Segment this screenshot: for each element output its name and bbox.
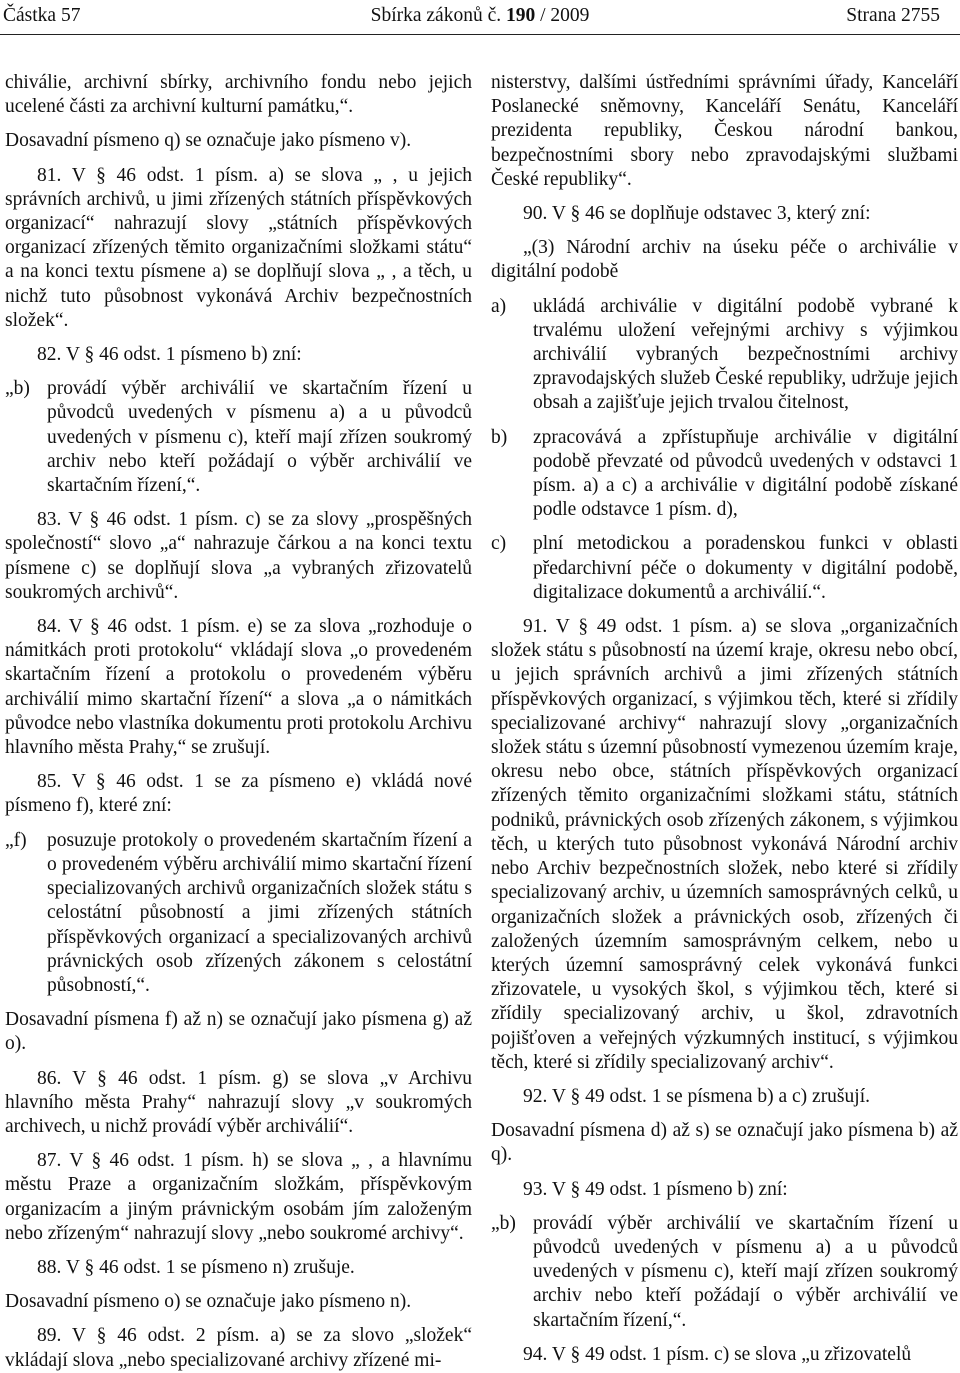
- list-item: [491, 295, 958, 416]
- paragraph: Dosavadní písmena f) až n) se označují jako písmena g) až o).: [5, 1009, 472, 1055]
- list-item-label: c): [491, 533, 507, 555]
- list-item-label: „b): [491, 1212, 516, 1234]
- right-column: [491, 71, 958, 1365]
- collection-name: Sbírka zákonů č.: [370, 5, 502, 26]
- paragraph: 84. V § 46 odst. 1 písm. e) se za slova „rozhoduje o námitkách proti protokolu“ vkládají slova „o provedeném skartačním řízení a protokolu o provedeném výběru archiválií mimo skartační řízení“ a slova „a o námitkách původce nebo vlastníka dokumentu proti protokolu Archivu hlavního města Prahy,“ se zrušují.: [5, 616, 472, 759]
- paragraph: 94. V § 49 odst. 1 písm. c) se slova „u zřizovatelů: [523, 1343, 912, 1365]
- list-item-label: „b): [5, 378, 30, 400]
- paragraph: Dosavadní písmena d) až s) se označují jako písmena b) až q).: [491, 1120, 958, 1166]
- act-number: 190: [505, 5, 536, 26]
- list-item-text: ukládá archiválie v digitální podobě vybrané k trvalému uložení veřejnými archivy s výjimkou archiválií vybraných bezpečnostními archivy zpravodajských služeb České republiky, udržuje jejich obsah a zajišťuje jejich trvalou čitelnost,: [533, 295, 958, 414]
- header-divider: [0, 34, 960, 35]
- paragraph: 85. V § 46 odst. 1 se za písmeno e) vkládá nové písmeno f), které zní:: [5, 771, 472, 817]
- list-item-text: posuzuje protokoly o provedeném skartačním řízení a o provedeném výběru archiválií mimo skartační řízení specializovaných archivů organizačních složek státu s celostátní působností a jimi zřízených státních příspěvkových organizací a specializovaných archivů právnických osob zřízených zákonem s celostátní působností,“.: [47, 829, 472, 996]
- left-column: [5, 71, 472, 1371]
- list-item: [5, 829, 472, 998]
- list-item-text: plní metodickou a poradenskou funkci v oblasti předarchivní péče o dokumenty v digitální podobě, digitalizace dokumentů a archiválií.“.: [533, 533, 958, 603]
- paragraph: 89. V § 46 odst. 2 písm. a) se za slovo „složek“ vkládají slova „nebo specializované archivy zřízené mi-: [5, 1325, 472, 1371]
- list-item-text: provádí výběr archiválií ve skartačním řízení u původců uvedených v písmenu a) a u původců uvedených v písmenu c), kteří mají zřízen soukromý archiv nebo kteří požádají o výběr archiválií ve skartačním řízení,“.: [533, 1212, 958, 1331]
- page-number: Strana 2755: [846, 5, 940, 26]
- paragraph: 91. V § 49 odst. 1 písm. a) se slova „organizačních složek státu s působností na území kraje, okresu nebo obcí, u jejich správních archivů a jimi zřízených státních příspěvkových organizací, s výjimkou těch, které si zřídily specializované archivy“ nahrazují slovy „organizačních složek státu s územní působností vymezenou územím kraje, okresu nebo obce, státních příspěvkových organizací zřízených těmito organizačními složkami státu, státních podniků, právnických osob zřízených zákonem, s výjimkou těch, u kterých tuto působnost vykonává Národní archiv nebo Archiv bezpečnostních složek, nebo které si zřídily specializovaný archiv, u územních samosprávných celků, u organizačních složek a právnických osob, zřízených či založených územním samosprávným celkem, nebo u kterých územní samosprávný celek vykonává funkci zřizovatele, u vysokých škol, s výjimkou těch, které si zřídily specializovaný archiv, u škol, zdravotních pojišťoven a veřejných výzkumných institucí, s výjimkou těch, které si zřídily specializovaný archiv“.: [491, 616, 958, 1073]
- issue-number: Částka 57: [3, 5, 81, 26]
- list-item: [491, 532, 958, 605]
- paragraph: nisterstvy, dalšími ústředními správními úřady, Kanceláří Poslanecké sněmovny, Kanceláří Senátu, Kanceláří prezidenta republiky, Českou národní bankou, bezpečnostními sbory nebo zpravodajskými službami České republiky“.: [491, 72, 958, 190]
- paragraph: Dosavadní písmeno o) se označuje jako písmeno n).: [5, 1291, 412, 1313]
- paragraph: 81. V § 46 odst. 1 písm. a) se slova „ , u jejich správních archivů, u jimi zřízených státních příspěvkových organizací“ nahrazují slovy „státních příspěvkových organizací zřízených těmito organizačními složkami státu“ a na konci textu písmene a) se doplňují slova „ , a těch, u nichž tuto působnost vykonává Archiv bezpečnostních složek“.: [5, 164, 472, 331]
- page-header: [0, 0, 960, 40]
- paragraph: 87. V § 46 odst. 1 písm. h) se slova „ , a hlavnímu městu Praze a organizačním složkám, příspěvkovým organizacím a jiným právnickým osobám jím založeným nebo zřízeným“ nahrazují slovy „nebo soukromé archivy“.: [5, 1150, 472, 1244]
- paragraph: 92. V § 49 odst. 1 se písmena b) a c) zrušují.: [523, 1085, 870, 1107]
- paragraph: 86. V § 46 odst. 1 písm. g) se slova „v Archivu hlavního města Prahy“ nahrazují slovy „v soukromých archivech, u nichž provádí výběr archiválií“.: [5, 1067, 472, 1137]
- act-year: / 2009: [540, 5, 590, 26]
- paragraph: Dosavadní písmeno q) se označuje jako písmeno v).: [5, 130, 412, 152]
- paragraph: 83. V § 46 odst. 1 písm. c) se za slovy „prospěšných společností“ slovo „a“ nahrazuje čárkou a na konci textu písmene c) se doplňují slova „a vybraných zřizovatelů soukromých archivů“.: [5, 509, 472, 603]
- list-item-label: a): [491, 295, 507, 317]
- list-item-text: provádí výběr archiválií ve skartačním řízení u původců uvedených v písmenu a) a u původců uvedených v písmenu c), kteří mají zřízen soukromý archiv nebo kteří požádají o výběr archiválií ve skartačním řízení,“.: [47, 378, 472, 497]
- list-item: [491, 1212, 958, 1333]
- paragraph: chiválie, archivní sbírky, archivního fondu nebo jejich ucelené části za archivní kulturní památku,“.: [5, 72, 472, 118]
- paragraph: „(3) Národní archiv na úseku péče o archiválie v digitální podobě: [491, 237, 958, 283]
- list-item: [491, 426, 958, 523]
- paragraph: 88. V § 46 odst. 1 se písmeno n) zrušuje.: [37, 1256, 355, 1278]
- collection-title: [0, 3, 960, 29]
- list-item-label: b): [491, 426, 508, 448]
- paragraph: 82. V § 46 odst. 1 písmeno b) zní:: [37, 344, 302, 366]
- paragraph: 90. V § 46 se doplňuje odstavec 3, který zní:: [523, 203, 871, 225]
- list-item-text: zpracovává a zpřístupňuje archiválie v digitální podobě převzaté od původců uvedených v odstavci 1 písm. a) a c) a archiválie v digitální podobě získané podle odstavce 1 písm. d),: [533, 426, 958, 521]
- list-item: [5, 377, 472, 498]
- list-item-label: „f): [5, 829, 27, 851]
- paragraph: 93. V § 49 odst. 1 písmeno b) zní:: [523, 1178, 788, 1200]
